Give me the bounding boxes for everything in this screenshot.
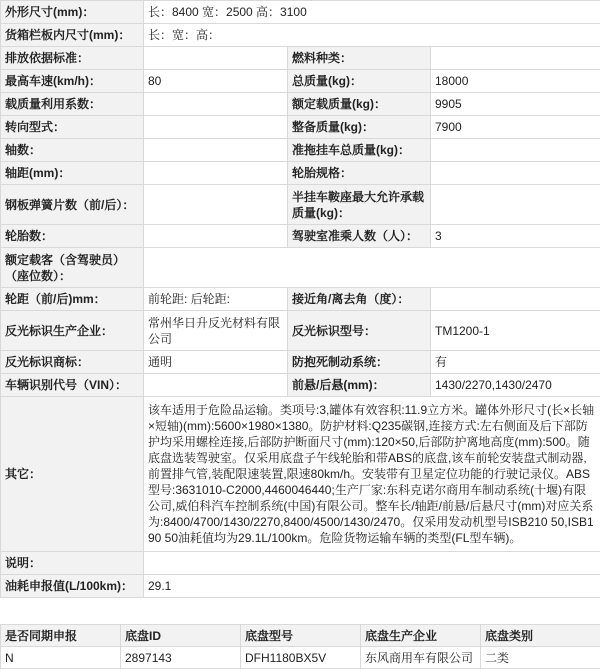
chassis-table [0,624,600,669]
chassis-model-value: DFH1180BX5V [241,647,361,669]
abs-value: 有 [431,351,600,374]
chassis-header-sync: 是否同期申报 [1,625,121,647]
semi-trailer-value [431,139,600,162]
other-value: 该车适用于危险品运输。类项号:3,罐体有效容积:11.9立方米。罐体外形尺寸(长×长轴×短轴)(mm):5600×1980×1380。防护材料:Q235碳钢,连接方式:左右侧面及后下部防护均采用螺栓连接,后部防护断面尺寸(mm):120×50,后部防护离地高度(mm):500。随底盘选装驾驶室。仅采用底盘子午线轮胎和带ABS的底盘,该车前轮安装盘式制动器,前置排气管,装配限速装置,限速80km/h。安装带有卫星定位功能的行驶记录仪。ABS型号:3631010-C2000,4460046440;生产厂家:东科克诺尔商用车制动系统(十堰)有限公司,威伯科汽车控制系统(中国)有限公司。整车长/轴距/前悬/后悬尺寸(mm)对应关系为:8400/4700/1430/2270,8400/4500/1430/2470。仅采用发动机型号ISB210 50,ISB190 50油耗值均为29.1L/100km。危险货物运输车辆的类型(FL型车辆)。 [144,397,600,552]
tire-spec-value [431,162,600,185]
curb-mass-value: 7900 [431,116,600,139]
reflect-model-label: 反光标识型号： [288,311,431,351]
load-util-label: 载质量利用系数： [1,93,144,116]
semi-trailer-label: 准拖挂车总质量(kg)： [288,139,431,162]
spring-value [144,185,288,225]
tire-spec-label: 轮胎规格： [288,162,431,185]
vin-value [144,374,288,397]
overhang-value: 1430/2270,1430/2470 [431,374,600,397]
total-mass-value: 18000 [431,70,600,93]
spec-row-fuel-report [1,575,600,598]
spec-row-passengers [1,248,600,288]
spec-row-note [1,552,600,575]
reflect-model-value: TM1200-1 [431,311,600,351]
spec-row-axles [1,139,600,162]
chassis-category-value: 二类 [481,647,600,669]
reflect-mfr-label: 反光标识生产企业： [1,311,144,351]
curb-mass-label: 整备质量(kg)： [288,116,431,139]
outer-size-label: 外形尺寸(mm)： [1,1,144,24]
chassis-header-category: 底盘类别 [481,625,600,647]
spec-row-tires [1,225,600,248]
table-row [1,647,600,669]
note-value [144,552,600,575]
overhang-label: 前悬/后悬(mm)： [288,374,431,397]
emission-value [144,47,288,70]
rated-load-label: 额定载质量(kg)： [288,93,431,116]
outer-size-value: 长：8400 宽：2500 高：3100 [144,1,600,24]
max-speed-value: 80 [144,70,288,93]
chassis-header-row [1,625,600,647]
passengers-value [144,248,600,288]
vin-label: 车辆识别代号（VIN）： [1,374,144,397]
fuel-report-label: 油耗申报值(L/100km)： [1,575,144,598]
angle-label: 接近角/离去角（度）： [288,288,431,311]
load-util-value [144,93,288,116]
reflect-brand-value: 通明 [144,351,288,374]
cab-capacity-value: 3 [431,225,600,248]
saddle-label: 半挂车鞍座最大允许承载质量(kg)： [288,185,431,225]
spec-row-speed-mass [1,70,600,93]
angle-value [431,288,600,311]
tires-label: 轮胎数： [1,225,144,248]
chassis-manufacturer-value: 东风商用车有限公司 [361,647,481,669]
reflect-mfr-value: 常州华日升反光材料有限公司 [144,311,288,351]
spec-row-cargo-size [1,24,600,47]
chassis-header-manufacturer: 底盘生产企业 [361,625,481,647]
note-label: 说明： [1,552,144,575]
spec-row-track [1,288,600,311]
cab-capacity-label: 驾驶室准乘人数（人）： [288,225,431,248]
chassis-id-value: 2897143 [121,647,241,669]
passengers-label: 额定载客（含驾驶员）（座位数）： [1,248,144,288]
fuel-type-label: 燃料种类： [288,47,431,70]
track-value: 前轮距: 后轮距: [144,288,288,311]
fuel-type-value [431,47,600,70]
spring-label: 钢板弹簧片数（前/后）： [1,185,144,225]
emission-label: 排放依据标准： [1,47,144,70]
spec-row-wheelbase [1,162,600,185]
axles-label: 轴数： [1,139,144,162]
chassis-header-model: 底盘型号 [241,625,361,647]
track-label: 轮距（前/后)mm： [1,288,144,311]
chassis-header-id: 底盘ID [121,625,241,647]
total-mass-label: 总质量(kg)： [288,70,431,93]
spec-row-reflect-mfr [1,311,600,351]
saddle-value [431,185,600,225]
spec-row-reflect-brand [1,351,600,374]
wheelbase-label: 轴距(mm)： [1,162,144,185]
other-label: 其它： [1,397,144,552]
section-gap [0,598,600,624]
cargo-size-label: 货箱栏板内尺寸(mm)： [1,24,144,47]
spec-row-emission-fuel [1,47,600,70]
steering-label: 转向型式： [1,116,144,139]
abs-label: 防抱死制动系统： [288,351,431,374]
reflect-brand-label: 反光标识商标： [1,351,144,374]
spec-row-spring [1,185,600,225]
rated-load-value: 9905 [431,93,600,116]
wheelbase-value [144,162,288,185]
fuel-report-value: 29.1 [144,575,600,598]
steering-value [144,116,288,139]
chassis-sync-value: N [1,647,121,669]
axles-value [144,139,288,162]
spec-row-vin [1,374,600,397]
spec-row-other [1,397,600,552]
max-speed-label: 最高车速(km/h)： [1,70,144,93]
spec-row-outer-size [1,1,600,24]
tires-value [144,225,288,248]
spec-row-load [1,93,600,116]
cargo-size-value: 长：宽：高： [144,24,600,47]
spec-row-steering-curb [1,116,600,139]
